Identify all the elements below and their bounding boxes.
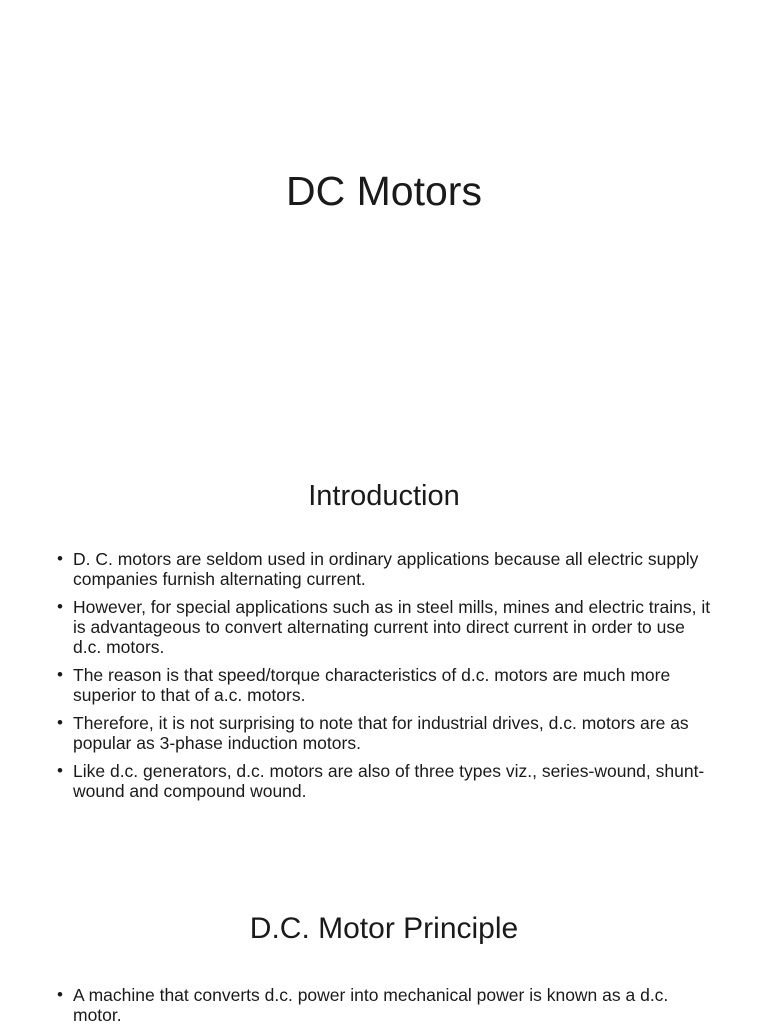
bullet-icon: • — [57, 713, 63, 732]
motor-principle-heading: D.C. Motor Principle — [249, 912, 519, 945]
introduction-bullet-list — [57, 549, 717, 809]
list-item — [57, 597, 717, 657]
list-item — [57, 549, 717, 589]
bullet-text: D. C. motors are seldom used in ordinary applications because all electric supply companies furnish alternating current. — [73, 549, 699, 589]
bullet-icon: • — [57, 761, 63, 780]
bullet-text: Therefore, it is not surprising to note that for industrial drives, d.c. motors are as popular as 3-phase induction motors. — [73, 713, 689, 753]
main-title: DC Motors — [286, 168, 482, 214]
list-item — [57, 761, 717, 801]
list-item — [57, 985, 717, 1024]
principle-bullet-list — [57, 985, 717, 1024]
list-item — [57, 713, 717, 753]
bullet-icon: • — [57, 549, 63, 568]
introduction-heading: Introduction — [308, 480, 460, 512]
list-item — [57, 665, 717, 705]
bullet-icon: • — [57, 985, 63, 1004]
bullet-text: A machine that converts d.c. power into mechanical power is known as a d.c. motor. — [73, 985, 669, 1024]
bullet-icon: • — [57, 665, 63, 684]
bullet-icon: • — [57, 597, 63, 616]
bullet-text: Like d.c. generators, d.c. motors are also of three types viz., series-wound, shunt-wound and compound wound. — [73, 761, 705, 801]
bullet-text: The reason is that speed/torque characteristics of d.c. motors are much more superior to that of a.c. motors. — [73, 665, 671, 705]
bullet-text: However, for special applications such as in steel mills, mines and electric trains, it is advantageous to convert alternating current into direct current in order to use d.c. motors. — [73, 597, 711, 657]
